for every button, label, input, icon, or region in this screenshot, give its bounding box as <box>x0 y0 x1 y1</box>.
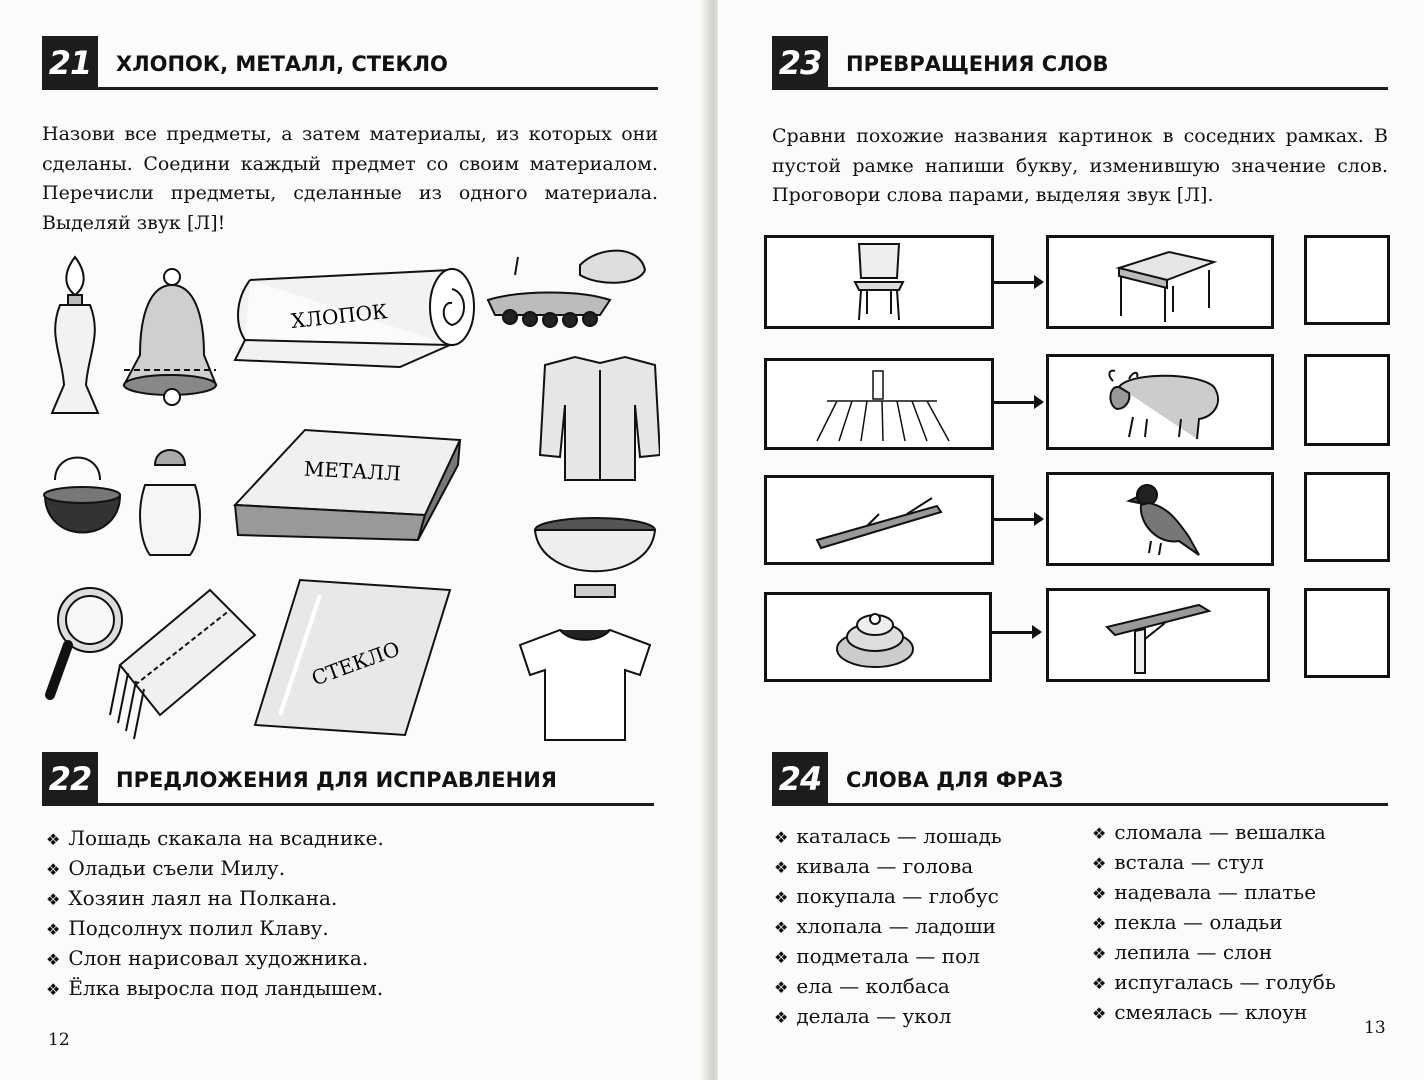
blouse-icon <box>540 357 660 480</box>
cooking-pot-icon <box>44 458 120 533</box>
answer-box-1[interactable] <box>1304 235 1390 325</box>
list-item: ❖ встала — стул <box>1092 850 1264 874</box>
t-shirt-icon <box>520 630 650 740</box>
exercise-22-list <box>46 824 384 1004</box>
bell-icon <box>124 269 216 405</box>
cotton-label: ХЛОПОК <box>289 299 389 334</box>
ox-icon <box>1049 357 1271 447</box>
exercise-24-header <box>772 752 1388 808</box>
picture-frame-stick <box>764 475 994 565</box>
header-rule <box>98 803 654 806</box>
header-rule <box>828 87 1388 90</box>
picture-frame-jackdaw <box>1046 472 1274 566</box>
glass-label: СТЕКЛО <box>308 636 403 691</box>
header-rule <box>98 87 658 90</box>
salt-shaker-icon <box>140 450 200 555</box>
picture-frame-ox <box>1046 354 1274 450</box>
list-item: ❖ сломала — вешалка <box>1092 820 1326 844</box>
exercise-21-number: 21 <box>42 36 98 90</box>
arrow <box>994 518 1042 521</box>
table-icon <box>1049 238 1271 326</box>
exercise-23-instruction: Сравни похожие названия картинок в соседних рамках. В пустой рамке напиши букву, изменившую значение слов. Проговори слова парами, выделяя звук [Л]. <box>772 125 1388 206</box>
picture-frame-chair <box>764 235 994 329</box>
lunar-rover-icon <box>488 251 645 327</box>
list-item: ❖ надевала — платье <box>1092 880 1317 904</box>
exercise-21-title: ХЛОПОК, МЕТАЛЛ, СТЕКЛО <box>116 52 448 76</box>
left-page <box>0 0 706 1080</box>
post-icon <box>1049 591 1267 679</box>
exercise-22-title: ПРЕДЛОЖЕНИЯ ДЛЯ ИСПРАВЛЕНИЯ <box>116 768 557 792</box>
chair-icon <box>767 238 991 326</box>
metal-ingot-icon <box>235 430 460 540</box>
header-rule <box>828 803 1388 806</box>
exercise-21-header <box>42 36 658 92</box>
bun-icon <box>767 595 989 679</box>
answer-box-2[interactable] <box>1304 354 1390 446</box>
exercise-22-header <box>42 752 654 808</box>
magnifying-glass-icon <box>50 588 122 695</box>
perfume-bottle-icon <box>52 257 98 413</box>
picture-frame-bun <box>764 592 992 682</box>
list-item: ❖ испугалась — голубь <box>1092 970 1336 994</box>
list-item: ❖ каталась — лошадь <box>774 824 1002 848</box>
list-item: ❖ лепила — слон <box>1092 940 1273 964</box>
list-item: ❖ Слон нарисовал художника. <box>46 946 369 970</box>
list-item: ❖ пекла — оладьи <box>1092 910 1283 934</box>
list-item: ❖ смеялась — клоун <box>1092 1000 1308 1024</box>
stick-icon <box>767 478 991 562</box>
list-item: ❖ ела — колбаса <box>774 974 950 998</box>
list-item: ❖ покупала — глобус <box>774 884 999 908</box>
metal-label: МЕТАЛЛ <box>303 456 402 486</box>
exercise-24-column-2 <box>1092 818 1336 1028</box>
exercise-21-illustrations <box>40 245 660 750</box>
list-item: ❖ Оладьи съели Милу. <box>46 856 286 880</box>
list-item: ❖ делала — укол <box>774 1004 952 1028</box>
arrow <box>992 631 1040 634</box>
exercise-23-number: 23 <box>772 36 828 90</box>
list-item: ❖ хлопала — ладоши <box>774 914 996 938</box>
page-number-right: 13 <box>1364 1018 1386 1038</box>
list-item: ❖ Лошадь скакала на всаднике. <box>46 826 384 850</box>
exercise-22-number: 22 <box>42 752 98 806</box>
knitted-scarf-icon <box>110 590 255 739</box>
arrow <box>994 281 1042 284</box>
picture-frame-floor <box>764 358 994 450</box>
exercise-21-instruction: Назови все предметы, а затем материалы, из которых они сделаны. Соедини каждый предмет со своим материалом. Перечисли предметы, сделанные из одного материала. Выделяй звук [Л]! <box>42 123 658 234</box>
right-page <box>718 0 1424 1080</box>
exercise-24-column-1 <box>774 822 1002 1032</box>
exercise-23-title: ПРЕВРАЩЕНИЯ СЛОВ <box>846 52 1109 76</box>
exercise-24-title: СЛОВА ДЛЯ ФРАЗ <box>846 768 1064 792</box>
list-item: ❖ подметала — пол <box>774 944 980 968</box>
arrow <box>994 401 1042 404</box>
picture-frame-table <box>1046 235 1274 329</box>
answer-box-4[interactable] <box>1304 588 1390 678</box>
list-item: ❖ кивала — голова <box>774 854 974 878</box>
salad-bowl-icon <box>535 518 655 597</box>
exercise-23-header <box>772 36 1388 92</box>
list-item: ❖ Ёлка выросла под ландышем. <box>46 976 384 1000</box>
jackdaw-icon <box>1049 475 1271 563</box>
exercise-24-number: 24 <box>772 752 828 806</box>
list-item: ❖ Подсолнух полил Клаву. <box>46 916 329 940</box>
list-item: ❖ Хозяин лаял на Полкана. <box>46 886 338 910</box>
page-number-left: 12 <box>48 1030 70 1050</box>
floor-icon <box>767 361 991 447</box>
picture-frame-post <box>1046 588 1270 682</box>
answer-box-3[interactable] <box>1304 472 1390 562</box>
